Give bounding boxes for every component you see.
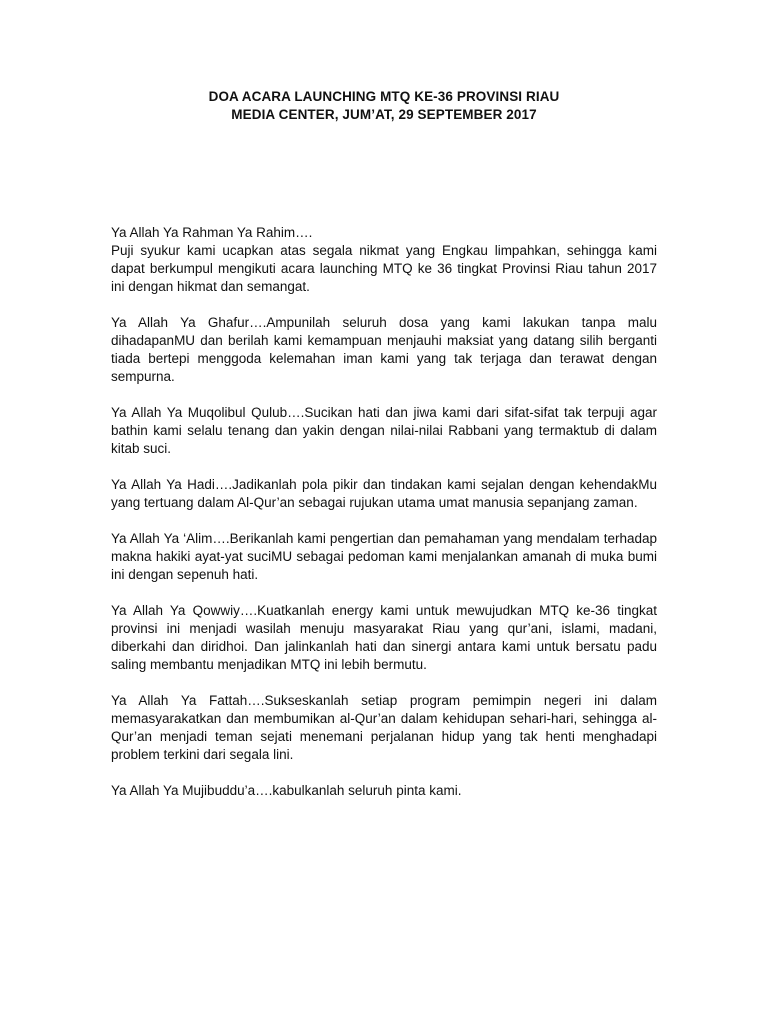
paragraph-qowwiy: Ya Allah Ya Qowwiy….Kuatkanlah energy kami untuk mewujudkan MTQ ke-36 tingkat provinsi ini menjadi wasilah menuju masyarakat Riau yang qur’ani, islami, madani, diberkahi dan diridhoi. Dan jalinkanlah hati dan sinergi antara kami untuk bersatu padu saling membantu menjadikan MTQ ini lebih bermutu. xyxy=(111,603,657,672)
title-line-event: DOA ACARA LAUNCHING MTQ KE-36 PROVINSI RIAU xyxy=(208,89,560,104)
paragraph-alim: Ya Allah Ya ‘Alim….Berikanlah kami pengertian dan pemahaman yang mendalam terhadap makna hakiki ayat-yat suciMU sebagai pedoman kami menjalankan amanah di muka bumi ini dengan sepenuh hati. xyxy=(111,531,657,582)
title-line-venue-date: MEDIA CENTER, JUM’AT, 29 SEPTEMBER 2017 xyxy=(231,107,537,122)
paragraph-hadi: Ya Allah Ya Hadi….Jadikanlah pola pikir dan tindakan kami sejalan dengan kehendakMu yang tertuang dalam Al-Qur’an sebagai rujukan utama umat manusia sepanjang zaman. xyxy=(111,477,657,510)
document-body xyxy=(111,224,657,818)
document-title xyxy=(0,88,768,124)
paragraph-mujibuddua: Ya Allah Ya Mujibuddu’a….kabulkanlah seluruh pinta kami. xyxy=(111,783,462,798)
paragraph-fattah: Ya Allah Ya Fattah….Sukseskanlah setiap program pemimpin negeri ini dalam memasyarakatkan dan membumikan al-Qur’an dalam kehidupan sehari-hari, sehingga al-Qur’an menjadi teman sejati menemani perjalanan hidup yang tak henti menghadapi problem terkini dari segala lini. xyxy=(111,693,657,762)
paragraph-muqolibul-qulub: Ya Allah Ya Muqolibul Qulub….Sucikan hati dan jiwa kami dari sifat-sifat tak terpuji agar bathin kami selalu tenang dan yakin dengan nilai-nilai Rabbani yang termaktub di dalam kitab suci. xyxy=(111,405,657,456)
paragraph-ghafur: Ya Allah Ya Ghafur….Ampunilah seluruh dosa yang kami lakukan tanpa malu dihadapanMU dan berilah kami kemampuan menjauhi maksiat yang datang silih berganti tiada bertepi menggoda kelemahan iman kami yang tak terjaga dan terawat dengan sempurna. xyxy=(111,315,657,384)
opening-invocation: Ya Allah Ya Rahman Ya Rahim…. xyxy=(111,225,313,240)
paragraph-gratitude: Puji syukur kami ucapkan atas segala nikmat yang Engkau limpahkan, sehingga kami dapat berkumpul mengikuti acara launching MTQ ke 36 tingkat Provinsi Riau tahun 2017 ini dengan hikmat dan semangat. xyxy=(111,243,657,294)
